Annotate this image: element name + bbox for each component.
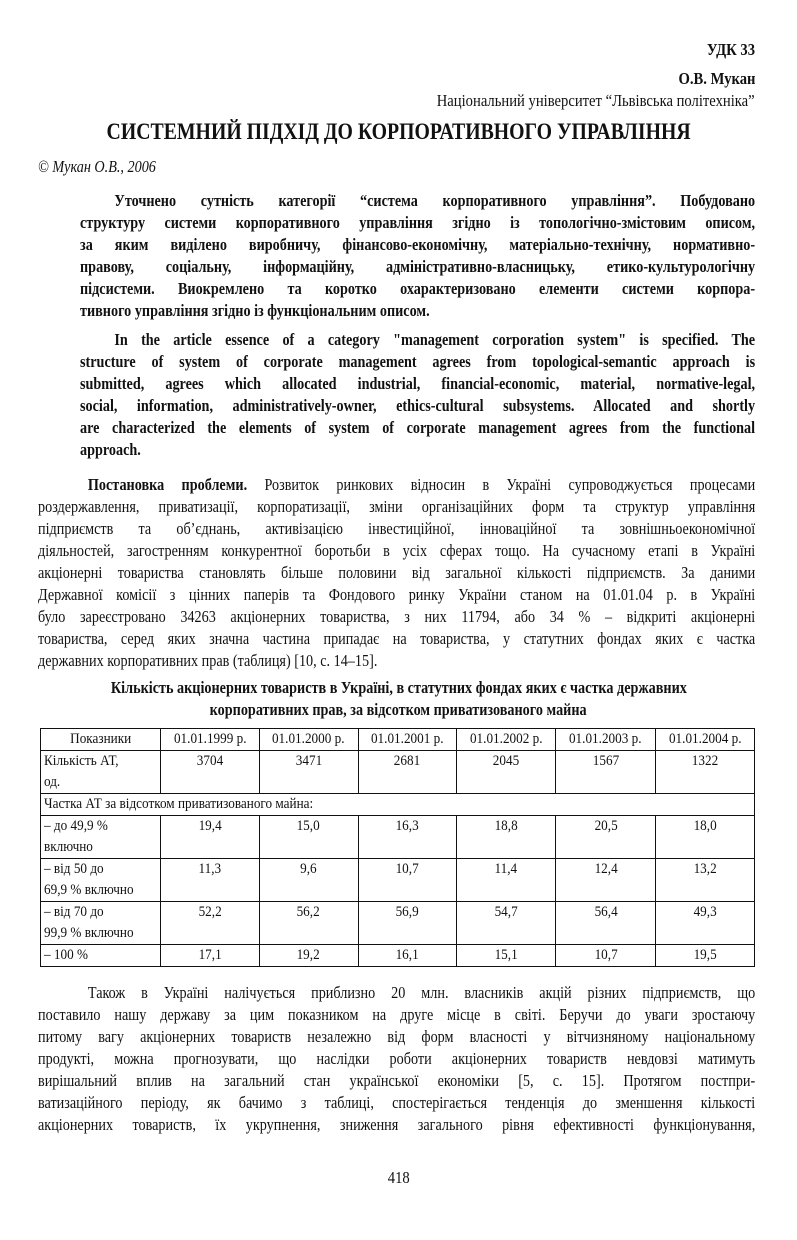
paragraph-line: державних корпоративних прав (таблиця) [10, с. 14–15]. [38,651,378,670]
table-caption-line [0,677,797,699]
table-cell [160,945,259,967]
row-label [41,816,161,859]
cell-text: 69,9 % включно [44,882,134,898]
paragraph-line: за яким виділено виробничу, фінансово-економічну, матеріально-технічну, нормативно- [80,235,756,254]
paragraph-line: Державної комісії з цінних паперів та Фондового ринку України станом на 01.01.04 р. в Україні [38,585,756,604]
paragraph-line: structure of system of corporate management agrees from topological-semantic approach is [80,352,756,371]
cell-text: 11,4 [495,861,518,877]
paragraph-2 [38,982,797,1136]
cell-text: 17,1 [198,947,222,963]
row-label [41,945,161,967]
table-cell [259,816,358,859]
paragraph-lines [38,496,797,672]
cell-text: 56,2 [297,904,321,920]
abstract-ukrainian [80,190,797,322]
paragraph-line: роздержавлення, приватизації, корпоратизації, зміни організаційних форм та структур управління [38,497,756,516]
cell-text: 15,1 [494,947,518,963]
cell-text: 13,2 [693,861,717,877]
table-cell [259,751,358,794]
cell-text: 49,3 [693,904,717,920]
cell-text: 01.01.2001 р. [371,731,444,747]
cell-text: 1567 [592,753,619,769]
author-name [666,69,755,89]
table-cell [160,816,259,859]
paragraph-line: підприємств та об’єднань, активізацією інвестиційної, інноваційної та зовнішньоекономічної [38,519,756,538]
cell-text: 3471 [295,753,322,769]
cell-text: од. [44,774,61,790]
table-header-row [41,729,755,751]
paragraph-line: акціонерні товариства становлять більше половини від загальної кількості підприємств. За даними [38,563,756,582]
cell-text: 01.01.1999 р. [173,731,247,747]
cell-text: 18,0 [693,818,717,834]
line-text: Розвиток ринкових відносин в Україні супроводжується процесами [247,475,756,494]
cell-text: 01.01.2000 р. [272,731,345,747]
row-label [41,751,161,794]
paragraph-line: акціонерних товариств, їх укрупнення, зниження загального рівня ефективності функціонування, [38,1115,756,1134]
table-caption [0,677,797,721]
table-row [41,945,755,967]
table-cell [358,902,457,945]
table-row [41,859,755,902]
cell-text: 01.01.2004 р. [668,731,742,747]
cell-text: – від 70 до [44,904,104,920]
table-cell [457,945,556,967]
article-title [0,119,797,145]
table-cell [457,751,556,794]
table-cell [656,945,755,967]
cell-text: 19,4 [198,818,222,834]
author-text: О.В. Мукан [678,69,755,88]
paragraph-line: правову, соціальну, інформаційну, адміністративно-власницьку, етико-культурологічну [80,257,756,276]
caption-text: корпоративних прав, за відсотком приватизованого майна [210,700,587,719]
table-cell [656,816,755,859]
paragraph-line: структуру системи корпоративного управління згідно із топологічно-змістовим описом, [80,213,756,232]
cell-text: 01.01.2002 р. [470,731,543,747]
article-title-text: СИСТЕМНИЙ ПІДХІД ДО КОРПОРАТИВНОГО УПРАВЛІННЯ [106,119,691,144]
table-cell [358,816,457,859]
cell-text: 20,5 [594,818,618,834]
table-row [41,902,755,945]
cell-text: 54,7 [494,904,518,920]
table-cell [556,902,656,945]
table-row [41,751,755,794]
table-cell [457,816,556,859]
cell-text: 56,9 [395,904,420,920]
cell-text: 18,8 [494,818,518,834]
row-label [41,902,161,945]
paragraph-line: тивного управління згідно із функціональним описом. [80,301,430,320]
cell-text: – до 49,9 % [44,818,108,834]
column-header [160,729,259,751]
cell-text: Показники [69,731,131,747]
cell-text: – 100 % [44,947,88,963]
table-cell [656,902,755,945]
column-header [656,729,755,751]
section-heading: Постановка проблеми. [87,475,248,494]
column-header [457,729,556,751]
cell-text: 56,4 [594,904,618,920]
cell-text: 10,7 [395,861,420,877]
table-cell [160,859,259,902]
paragraph-line: social, information, administratively-owner, ethics-cultural subsystems. Allocated and shortly [80,396,756,415]
table-cell [556,751,656,794]
table-cell [457,902,556,945]
cell-text: 10,7 [594,947,618,963]
cell-text: включно [44,839,93,855]
paragraph-line: are characterized the elements of system of corporate management agrees from the functional [80,418,756,437]
row-label [41,859,161,902]
table-cell [358,945,457,967]
cell-text: 19,5 [693,947,717,963]
paragraph-line: submitted, agrees which allocated industrial, financial-economic, material, normative-legal, [80,374,756,393]
paragraph-line: Також в Україні налічується приблизно 20 млн. власників акцій різних підприємств, що [87,983,756,1002]
table-cell [259,945,358,967]
table-caption-line [0,699,797,721]
cell-text: 52,2 [198,904,222,920]
cell-text: 19,2 [297,947,321,963]
table-cell [656,751,755,794]
cell-text: – від 50 до [44,861,104,877]
table-cell [358,751,457,794]
paragraph-line: Уточнено сутність категорії “система корпоративного управління”. Побудовано [114,191,756,210]
cell-text: 01.01.2003 р. [569,731,642,747]
table-cell [556,859,656,902]
copyright [38,157,175,177]
paragraph-line: питому вагу акціонерних товариств незалежно від форм власності у вітчизняному національному [38,1027,756,1046]
paragraph-line: approach. [80,440,141,459]
copyright-text: © Мукан О.В., 2006 [38,157,156,176]
paragraph-line: поставило нашу державу за цим показником на друге місце в світі. Беручи до уваги зростаючу [38,1005,756,1024]
cell-text: 9,6 [300,861,317,877]
cell-text: 16,3 [395,818,420,834]
cell-text: 15,0 [297,818,321,834]
paragraph-line: вирішальний вплив на загальний стан української економіки [5, с. 15]. Протягом постпри- [38,1071,756,1090]
column-header [259,729,358,751]
affiliation [385,91,755,111]
table-subheading-row [41,794,755,816]
table-cell [556,816,656,859]
cell-text: 2681 [394,753,421,769]
cell-text: 11,3 [198,861,222,877]
page-number-text: 418 [387,1168,410,1187]
cell-text: 1322 [691,753,719,769]
paragraph-line: продукті, можна прогнозувати, що наслідки роботи акціонерних товариств невдовзі матимуть [38,1049,756,1068]
table-cell [259,859,358,902]
table-cell [556,945,656,967]
caption-text: Кількість акціонерних товариств в Україні, в статутних фондах яких є частка державних [110,678,687,697]
paragraph-line: ватизаційного періоду, як бачимо з таблиці, спостерігається тенденція до зменшення кількості [38,1093,756,1112]
abstract-english [80,329,797,461]
paragraph-line [38,474,755,496]
affiliation-text: Національний університет “Львівська політехніка” [437,91,755,110]
column-header [556,729,656,751]
cell-text: 2045 [493,753,520,769]
joint-stock-companies-table [40,728,755,967]
cell-text: 99,9 % включно [44,925,134,941]
paragraph-line: In the article essence of a category "management corporation system" is specified. The [114,330,756,349]
table-cell [656,859,755,902]
cell-text: 3704 [196,753,223,769]
table-cell [358,859,457,902]
paragraph-line: підсистеми. Виокремлено та коротко охарактеризовано елементи системи корпора- [80,279,756,298]
table-cell [160,751,259,794]
column-header [358,729,457,751]
cell-text: 16,1 [395,947,420,963]
table-subheading [41,794,755,816]
cell-text: 12,4 [594,861,618,877]
paragraph-line: діяльностей, загостренням конкурентної боротьби в усіх сферах тощо. На сучасному етапі в Україні [38,541,756,560]
udk-code [699,40,755,60]
problem-statement-paragraph [38,474,797,672]
table-cell [457,859,556,902]
cell-text: Частка АТ за відсотком приватизованого майна: [44,796,314,812]
paragraph-line: товариства, серед яких значна частина припадає на товариства, у статутних фондах яких є частка [38,629,756,648]
page-number [0,1168,797,1188]
cell-text: Кількість АТ, [44,753,119,769]
column-header [41,729,161,751]
paragraph-line: було зареєстровано 34263 акціонерних товариства, з них 11794, або 34 % – відкриті акціонерні [38,607,756,626]
table-row [41,816,755,859]
table-cell [160,902,259,945]
udk-text: УДК 33 [706,40,755,59]
table-cell [259,902,358,945]
